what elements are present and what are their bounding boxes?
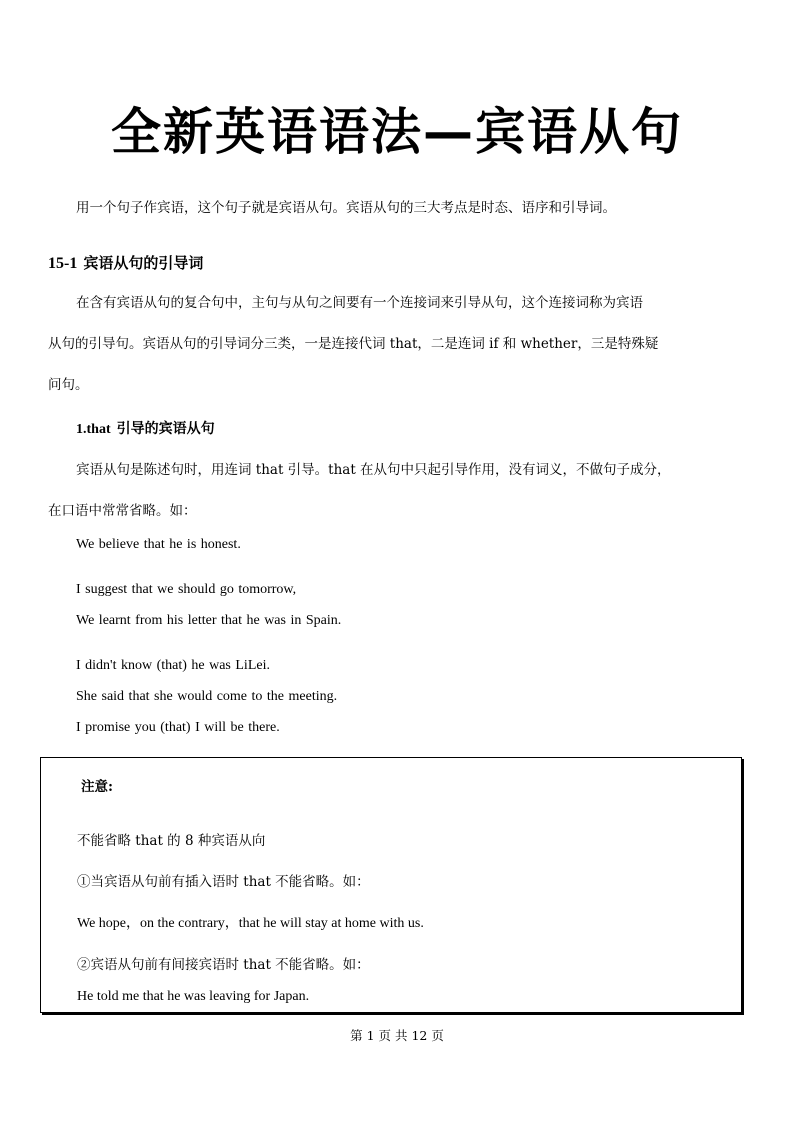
page-title: 全新英语语法—宾语从句 [111, 103, 683, 161]
subsection-heading [76, 418, 215, 438]
subsection-number: 1.that [76, 422, 111, 437]
subsection-paragraph-line-1: 宾语从句是陈述句时，用连词 that 引导。that 在从句中只起引导作用，没有词义，不做句子成分， [76, 462, 671, 478]
note-item-1-example: We hope，on the contrary，that he will stay at home with us. [77, 916, 424, 931]
example-sentence: We learnt from his letter that he was in Spain. [76, 613, 342, 628]
note-box [40, 757, 742, 1013]
section-number: 15-1 [48, 255, 78, 272]
note-subtitle: 不能省略 that 的 8 种宾语从向 [77, 833, 266, 849]
example-sentence: She said that she would come to the meeting. [76, 689, 338, 704]
example-sentence: We believe that he is honest. [76, 537, 241, 552]
note-item-2-example: He told me that he was leaving for Japan. [77, 989, 310, 1004]
subsection-title: 引导的宾语从句 [116, 421, 215, 437]
note-item-2: ②宾语从句前有间接宾语时 that 不能省略。如： [77, 957, 370, 973]
section-paragraph-line-2: 从句的引导句。宾语从句的引导词分三类，一是连接代词 that，二是连词 if 和 whether，三是特殊疑 [48, 336, 659, 352]
section-paragraph-line-1: 在含有宾语从句的复合句中，主句与从句之间要有一个连接词来引导从句，这个连接词称为宾语 [76, 295, 643, 311]
example-sentence: I promise you (that) I will be there. [76, 720, 280, 735]
note-title: 注意: [81, 779, 113, 795]
example-sentence: I didn't know (that) he was LiLei. [76, 658, 270, 673]
section-title: 宾语从句的引导词 [83, 254, 204, 272]
section-paragraph-line-3: 问句。 [48, 377, 89, 393]
example-sentence: I suggest that we should go tomorrow, [76, 582, 297, 597]
section-heading [48, 252, 203, 273]
subsection-paragraph-line-2: 在口语中常常省略。如： [48, 503, 197, 519]
note-item-1: ①当宾语从句前有插入语时 that 不能省略。如： [77, 874, 370, 890]
intro-paragraph: 用一个句子作宾语，这个句子就是宾语从句。宾语从句的三大考点是时态、语序和引导词。 [76, 200, 616, 216]
page-footer: 第 1 页 共 12 页 [350, 1028, 444, 1043]
